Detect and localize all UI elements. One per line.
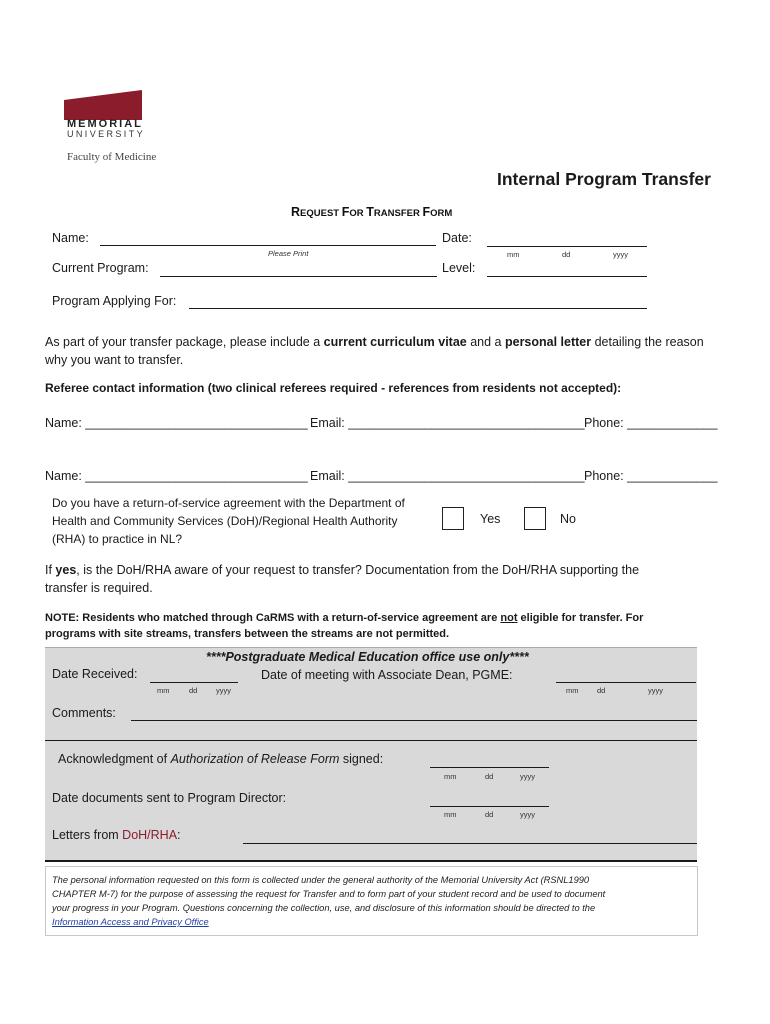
date-received-input-line[interactable]	[150, 682, 238, 683]
referee-1-phone[interactable]: Phone: _____________	[584, 416, 718, 430]
transfer-package-instructions: As part of your transfer package, please include a current curriculum vitae and a personal letter detailing the reason why you want to transfer.	[45, 335, 704, 367]
no-label: No	[560, 512, 576, 526]
letters-input-line[interactable]	[243, 843, 697, 844]
authorization-label: Acknowledgment of Authorization of Release Form signed:	[58, 752, 384, 766]
docs-sent-date-line[interactable]	[430, 806, 549, 807]
date-received-hint-yyyy: yyyy	[216, 686, 231, 695]
docs-sent-hint-mm: mm	[444, 810, 457, 819]
referee-2-phone[interactable]: Phone: _____________	[584, 469, 718, 483]
current-program-input-line[interactable]	[160, 276, 437, 277]
return-of-service-question: Do you have a return-of-service agreement with the Department of Health and Community Services (DoH)/Regional Health Authority (RHA) to practice in NL?	[52, 496, 405, 546]
docs-sent-hint-yyyy: yyyy	[520, 810, 535, 819]
referee-1-email[interactable]: Email: __________________________________	[310, 416, 585, 430]
meeting-hint-dd: dd	[597, 686, 606, 695]
name-input-line[interactable]	[100, 245, 436, 246]
comments-second-line[interactable]	[45, 740, 697, 741]
yes-label: Yes	[480, 512, 501, 526]
logo-name: MEMORIAL	[67, 118, 143, 130]
page-title: Internal Program Transfer	[497, 169, 711, 189]
date-received-label: Date Received:	[52, 667, 138, 681]
date-received-hint-dd: dd	[189, 686, 198, 695]
referee-heading: Referee contact information (two clinical referees required - references from residents not accepted):	[45, 381, 622, 395]
date-input-line[interactable]	[487, 246, 647, 247]
meeting-hint-mm: mm	[566, 686, 579, 695]
privacy-notice-text: The personal information requested on this form is collected under the general authority of the Memorial University Act (RSNL1990 CHAPTER M-7) for the purpose of assessing the request for Transfer and to form part of your student record and be used to document your progress in your Program. Questions concerning the collection, use, and disclosure of this information should be directed to the Information Access and Privacy Office	[52, 875, 606, 927]
referee-2-name[interactable]: Name: ________________________________	[45, 469, 308, 483]
yes-checkbox[interactable]	[442, 507, 464, 530]
date-label: Date:	[442, 231, 472, 245]
program-applying-input-line[interactable]	[189, 308, 647, 309]
meeting-date-label: Date of meeting with Associate Dean, PGME:	[261, 668, 513, 682]
program-applying-label: Program Applying For:	[52, 294, 177, 308]
date-hint-dd: dd	[562, 250, 571, 259]
eligibility-note: NOTE: Residents who matched through CaRMS with a return-of-service agreement are not eligible for transfer. For programs with site streams, transfers between the streams are not permitted.	[45, 612, 644, 640]
meeting-hint-yyyy: yyyy	[648, 686, 663, 695]
comments-input-line[interactable]	[131, 720, 697, 721]
meeting-date-input-line[interactable]	[556, 682, 696, 683]
docs-sent-hint-dd: dd	[485, 810, 494, 819]
current-program-label: Current Program:	[52, 261, 149, 275]
name-label: Name:	[52, 231, 89, 245]
university-logo-mark	[64, 90, 144, 120]
office-bottom-rule	[45, 860, 697, 862]
authorization-date-line[interactable]	[430, 767, 549, 768]
faculty-name: Faculty of Medicine	[67, 151, 157, 163]
level-label: Level:	[442, 261, 476, 275]
level-input-line[interactable]	[487, 276, 647, 277]
date-received-hint-mm: mm	[157, 686, 170, 695]
logo-subtitle: UNIVERSITY	[67, 129, 146, 139]
docs-sent-label: Date documents sent to Program Director:	[52, 791, 287, 805]
authorization-hint-yyyy: yyyy	[520, 772, 535, 781]
comments-label: Comments:	[52, 706, 116, 720]
letters-label: Letters from DoH/RHA:	[52, 828, 181, 842]
form-title: REQUEST FOR TRANSFER FORM	[291, 205, 453, 219]
privacy-office-link[interactable]: Information Access and Privacy Office	[52, 917, 209, 927]
date-hint-yyyy: yyyy	[613, 250, 628, 259]
referee-2-email[interactable]: Email: __________________________________	[310, 469, 585, 483]
no-checkbox[interactable]	[524, 507, 546, 530]
date-hint-mm: mm	[507, 250, 520, 259]
authorization-hint-dd: dd	[485, 772, 494, 781]
doh-awareness-text: If yes, is the DoH/RHA aware of your request to transfer? Documentation from the DoH/RHA supporting the transfer is required.	[45, 563, 640, 595]
office-use-heading: ****Postgraduate Medical Education office use only****	[206, 650, 529, 664]
please-print-hint: Please Print	[268, 249, 309, 258]
authorization-hint-mm: mm	[444, 772, 457, 781]
referee-1-name[interactable]: Name: ________________________________	[45, 416, 308, 430]
